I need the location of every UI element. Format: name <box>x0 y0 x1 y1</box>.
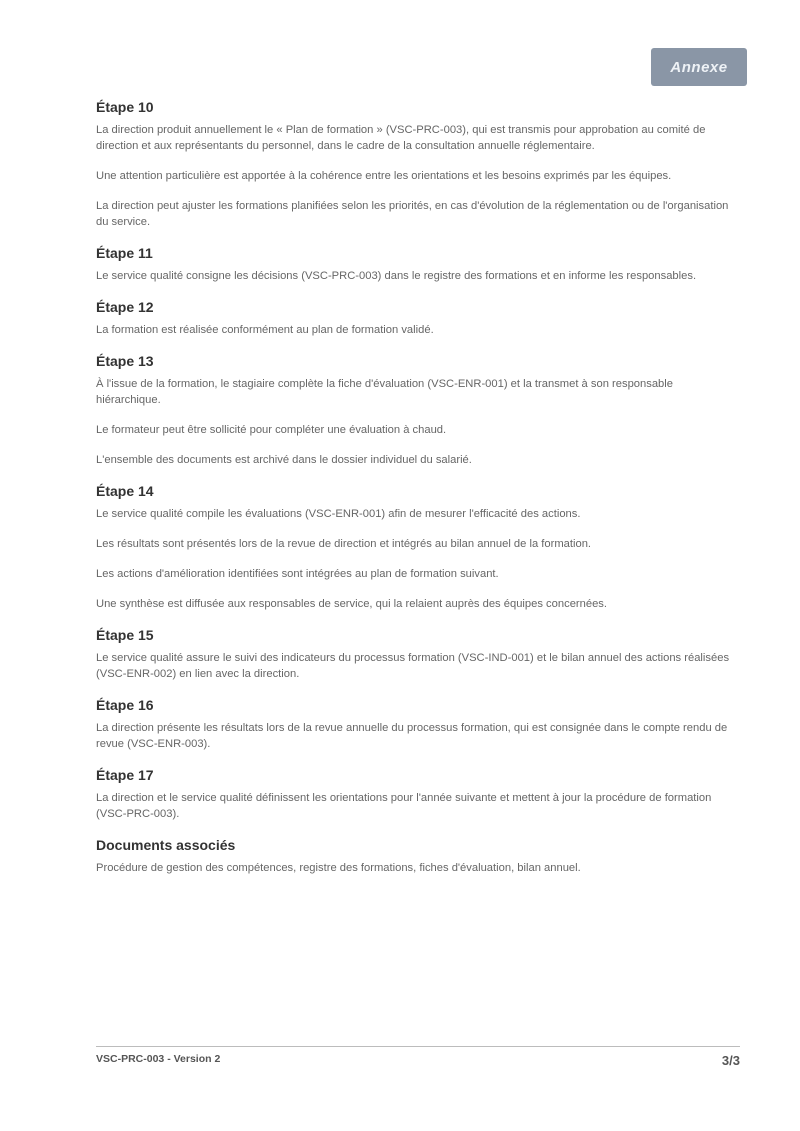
section-paragraph: Une synthèse est diffusée aux responsables de service, qui la relaient auprès des équipes concernées. <box>96 598 608 610</box>
section-heading: Étape 12 <box>96 299 154 315</box>
document-reference: VSC-PRC-003 - Version 2 <box>96 1053 221 1065</box>
section-paragraph: Le service qualité consigne les décisions (VSC-PRC-003) dans le registre des formations et en informe les responsables. <box>96 270 697 282</box>
document-section <box>96 352 740 468</box>
document-section <box>96 626 740 682</box>
annex-badge: Annexe <box>651 48 747 86</box>
section-heading: Étape 15 <box>96 627 154 643</box>
section-heading: Étape 17 <box>96 767 154 783</box>
document-section <box>96 298 740 338</box>
section-paragraph: Les résultats sont présentés lors de la revue de direction et intégrés au bilan annuel de la formation. <box>96 538 592 550</box>
section-paragraph: Les actions d'amélioration identifiées sont intégrées au plan de formation suivant. <box>96 568 499 580</box>
section-paragraph: Le service qualité assure le suivi des indicateurs du processus formation (VSC-IND-001) et le bilan annuel des actions réalisées (VSC-ENR-002) en lien avec la direction. <box>96 652 730 680</box>
document-section <box>96 244 740 284</box>
document-section <box>96 98 740 230</box>
section-paragraph: L'ensemble des documents est archivé dans le dossier individuel du salarié. <box>96 454 472 466</box>
section-paragraph: La direction présente les résultats lors de la revue annuelle du processus formation, qui est consignée dans le compte rendu de revue (VSC-ENR-003). <box>96 722 728 750</box>
page-footer <box>96 1046 740 1068</box>
section-heading: Étape 13 <box>96 353 154 369</box>
section-heading: Étape 11 <box>96 245 153 261</box>
section-paragraph: Le formateur peut être sollicité pour compléter une évaluation à chaud. <box>96 424 447 436</box>
section-paragraph: La direction produit annuellement le « Plan de formation » (VSC-PRC-003), qui est transmis pour approbation au comité de direction et aux représentants du personnel, dans le cadre de la consultation annuelle réglementaire. <box>96 124 706 152</box>
section-heading: Étape 10 <box>96 99 154 115</box>
document-section <box>96 836 740 876</box>
document-section <box>96 766 740 822</box>
section-paragraph: La formation est réalisée conformément au plan de formation validé. <box>96 324 434 336</box>
section-heading: Étape 14 <box>96 483 154 499</box>
section-paragraph: Procédure de gestion des compétences, registre des formations, fiches d'évaluation, bilan annuel. <box>96 862 581 874</box>
section-paragraph: La direction et le service qualité définissent les orientations pour l'année suivante et mettent à jour la procédure de formation (VSC-PRC-003). <box>96 792 712 820</box>
document-section <box>96 482 740 612</box>
document-section <box>96 696 740 752</box>
section-paragraph: À l'issue de la formation, le stagiaire complète la fiche d'évaluation (VSC-ENR-001) et la transmet à son responsable hiérarchique. <box>96 378 673 406</box>
document-body <box>96 98 740 890</box>
section-paragraph: Une attention particulière est apportée à la cohérence entre les orientations et les besoins exprimés par les équipes. <box>96 170 672 182</box>
page-number: 3/3 <box>721 1053 740 1068</box>
section-paragraph: La direction peut ajuster les formations planifiées selon les priorités, en cas d'évolution de la réglementation ou de l'organisation du service. <box>96 200 729 228</box>
section-paragraph: Le service qualité compile les évaluations (VSC-ENR-001) afin de mesurer l'efficacité des actions. <box>96 508 581 520</box>
section-heading: Documents associés <box>96 837 236 853</box>
section-heading: Étape 16 <box>96 697 154 713</box>
